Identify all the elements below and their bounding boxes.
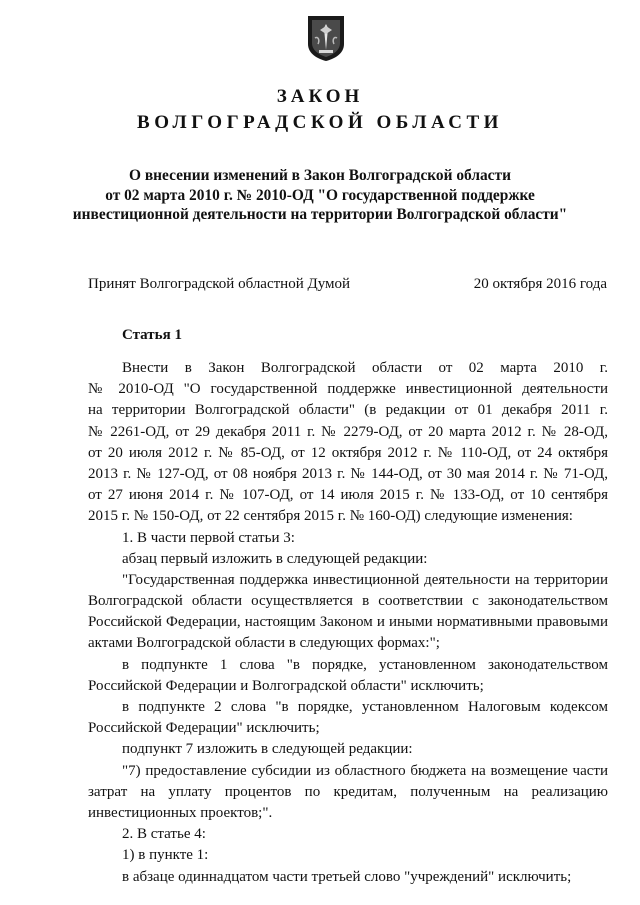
subtitle-line: О внесении изменений в Закон Волгоградской области (129, 167, 511, 184)
law-subtitle (0, 166, 640, 225)
adoption-date: 20 октября 2016 года (473, 276, 607, 292)
body-line: актами Волгоградской области в следующих формах:"; (88, 635, 440, 652)
body-line: 2. В статье 4: (122, 826, 206, 843)
body-line: № 2010-ОД "О государственной поддержке инвестиционной деятельности (88, 381, 608, 398)
coat-of-arms-emblem-icon (306, 14, 346, 62)
body-line: в подпункте 2 слова "в порядке, установленном Налоговым кодексом (122, 699, 608, 715)
law-title: ЗАКОН (276, 86, 364, 107)
body-line: Российской Федерации и Волгоградской области" исключить; (88, 677, 484, 694)
body-line: Российской Федерации, настоящим Законом и иными нормативными правовыми (88, 614, 608, 631)
region-title: ВОЛГОГРАДСКОЙ ОБЛАСТИ (137, 112, 503, 133)
body-line: "7) предоставление субсидии из областного бюджета на возмещение части (122, 762, 608, 779)
body-line: Российской Федерации" исключить; (88, 720, 320, 737)
adopted-by: Принят Волгоградской областной Думой (88, 276, 351, 292)
body-line: в абзаце одиннадцатом части третьей слово "учреждений" исключить; (122, 868, 572, 885)
body-line: 1. В части первой статьи 3: (122, 529, 295, 546)
body-line: в подпункте 1 слова "в порядке, установленном законодательством (122, 656, 608, 673)
article-body (88, 358, 608, 888)
subtitle-line: от 02 марта 2010 г. № 2010-ОД "О государственной поддержке (105, 186, 535, 204)
subtitle-line: инвестиционной деятельности на территории Волгоградской области" (72, 206, 568, 223)
body-line: подпункт 7 изложить в следующей редакции: (122, 741, 413, 758)
body-line: № 2261-ОД, от 29 декабря 2011 г. № 2279-ОД, от 20 марта 2012 г. № 28-ОД, (88, 423, 608, 440)
body-line: затрат на уплату процентов по кредитам, полученным на реализацию (88, 783, 608, 800)
body-line: Внести в Закон Волгоградской области от 02 марта 2010 г. (122, 360, 608, 376)
body-line: "Государственная поддержка инвестиционной деятельности на территории (122, 571, 608, 588)
body-line: на территории Волгоградской области" (в редакции от 01 декабря 2011 г. (88, 402, 608, 419)
body-line: 2015 г. № 150-ОД, от 22 сентября 2015 г. № 160-ОД) следующие изменения: (88, 508, 573, 525)
body-line: инвестиционных проектов;". (88, 804, 273, 821)
body-line: 2013 г. № 127-ОД, от 08 ноября 2013 г. № 144-ОД, от 30 мая 2014 г. № 71-ОД, (88, 465, 608, 482)
body-line: от 20 июля 2012 г. № 85-ОД, от 12 октября 2012 г. № 110-ОД, от 24 октября (88, 444, 608, 461)
body-line: абзац первый изложить в следующей редакции: (122, 550, 428, 567)
body-line: от 27 июня 2014 г. № 107-ОД, от 14 июля 2015 г. № 133-ОД, от 10 сентября (88, 487, 608, 504)
body-line: Волгоградской области осуществляется в соответствии с законодательством (88, 593, 608, 610)
article-heading: Статья 1 (122, 327, 182, 343)
body-line: 1) в пункте 1: (122, 847, 209, 864)
